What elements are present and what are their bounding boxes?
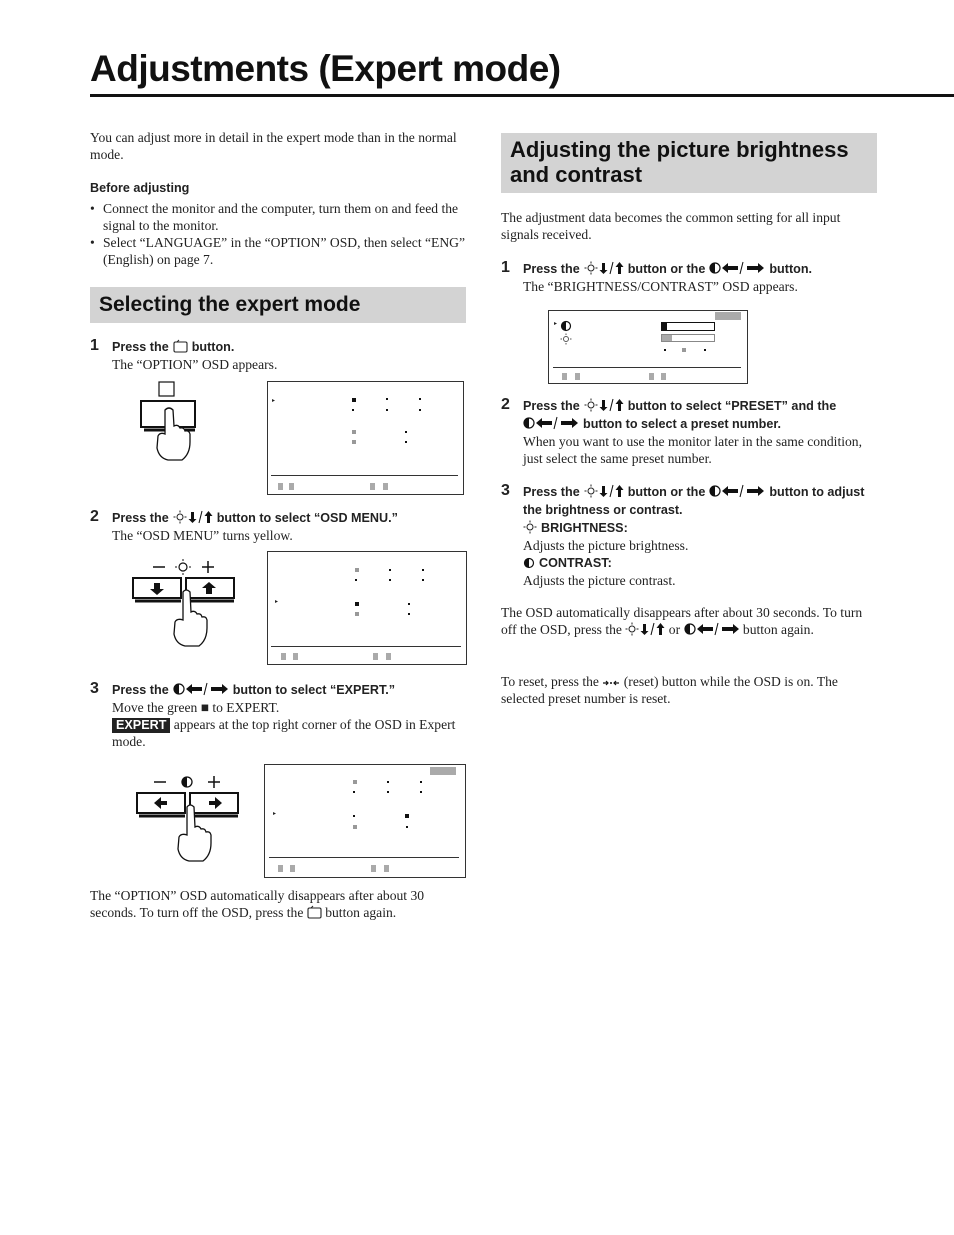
page-title: Adjustments (Expert mode) [90,48,561,89]
brightness-slider [661,334,715,342]
step-number: 3 [90,680,99,697]
brightness-up-down-icon [584,484,624,498]
contrast-left-right-icon [173,682,229,696]
osd-expert-screen: ▸ [264,764,466,878]
step-number: 1 [501,259,510,276]
brightness-icon [523,520,537,534]
step-2-instruction: Press the button to select “OSD MENU.” [112,511,398,525]
title-rule [90,94,954,97]
expert-indicator [715,312,741,320]
osd-option-screen: ▸ [267,381,464,495]
option-osd-note: The “OPTION” OSD automatically disappears after about 30 seconds. To turn off the OSD, press the button again. [90,888,425,920]
expert-badge: EXPERT [112,718,170,733]
brightness-up-down-icon [584,261,624,275]
contrast-left-right-icon [709,261,765,275]
menu-button-icon [173,339,188,353]
step-1-result: The “OPTION” OSD appears. [112,357,278,372]
brightness-buttons-illustration [128,558,240,656]
reset-note: To reset, press the (reset) button while the OSD is on. The selected preset number is reset. [501,674,838,706]
before-adjusting-heading: Before adjusting [90,181,190,195]
expert-indicator [430,767,456,775]
brightness-up-down-icon [173,510,213,524]
contrast-left-right-icon [709,484,765,498]
osd-timeout-note: The OSD automatically disappears after about 30 seconds. To turn off the OSD, press the or button again. [501,605,863,637]
contrast-buttons-illustration [132,773,244,871]
list-item: • Connect the monitor and the computer, turn them on and feed the signal to the monitor. [90,200,468,234]
brightness-up-down-icon [584,398,624,412]
step-1-instruction: Press the button. [112,340,235,354]
osd-menu-screen: ▸ [267,551,467,665]
step-number: 2 [90,508,99,525]
before-adjusting-list [90,200,468,268]
contrast-left-right-icon [523,416,579,430]
step-2-result: The “OSD MENU” turns yellow. [112,528,293,543]
brightness-icon [560,333,572,345]
contrast-left-right-icon [684,622,740,636]
osd-brightness-contrast-screen: ▸ [548,310,748,384]
menu-button-icon [307,905,322,919]
brightness-up-down-icon [625,622,665,636]
contrast-slider [661,322,715,331]
step-number: 3 [501,482,510,499]
step-number: 1 [90,337,99,354]
list-item: • Select “LANGUAGE” in the “OPTION” OSD, then select “ENG” (English) on page 7. [90,234,468,268]
menu-button-press-illustration [132,380,202,466]
step-number: 2 [501,396,510,413]
section-heading-expert: Selecting the expert mode [90,287,466,323]
contrast-icon [523,557,535,569]
right-step-2-instruction: Press the button to select “PRESET” and the button to select a preset number. When you want to use the monitor later in the same condition, just select the same preset number. [523,397,873,467]
right-step-1-instruction: Press the button or the button. [523,262,813,276]
right-step-1-result: The “BRIGHTNESS/CONTRAST” OSD appears. [523,279,798,294]
right-step-3-instruction: Press the button or the button to adjust the brightness or contrast. BRIGHTNESS: Adjusts the picture brightness. CONTRAST: Adjusts the picture contrast. [523,485,865,588]
right-intro: The adjustment data becomes the common setting for all input signals received. [501,210,841,242]
contrast-icon [560,320,572,332]
reset-icon [602,678,620,688]
intro-paragraph: You can adjust more in detail in the expert mode than in the normal mode. [90,130,457,162]
section-heading-brightness: Adjusting the picture brightness and contrast [501,133,877,193]
right-step-2-result: When you want to use the monitor later in the same condition, just select the same preset number. [523,434,863,466]
step-3-result: Move the green ■ to EXPERT. EXPERT appears at the top right corner of the OSD in Expert mode. [112,700,456,749]
step-3-instruction: Press the button to select “EXPERT.” [112,683,396,697]
